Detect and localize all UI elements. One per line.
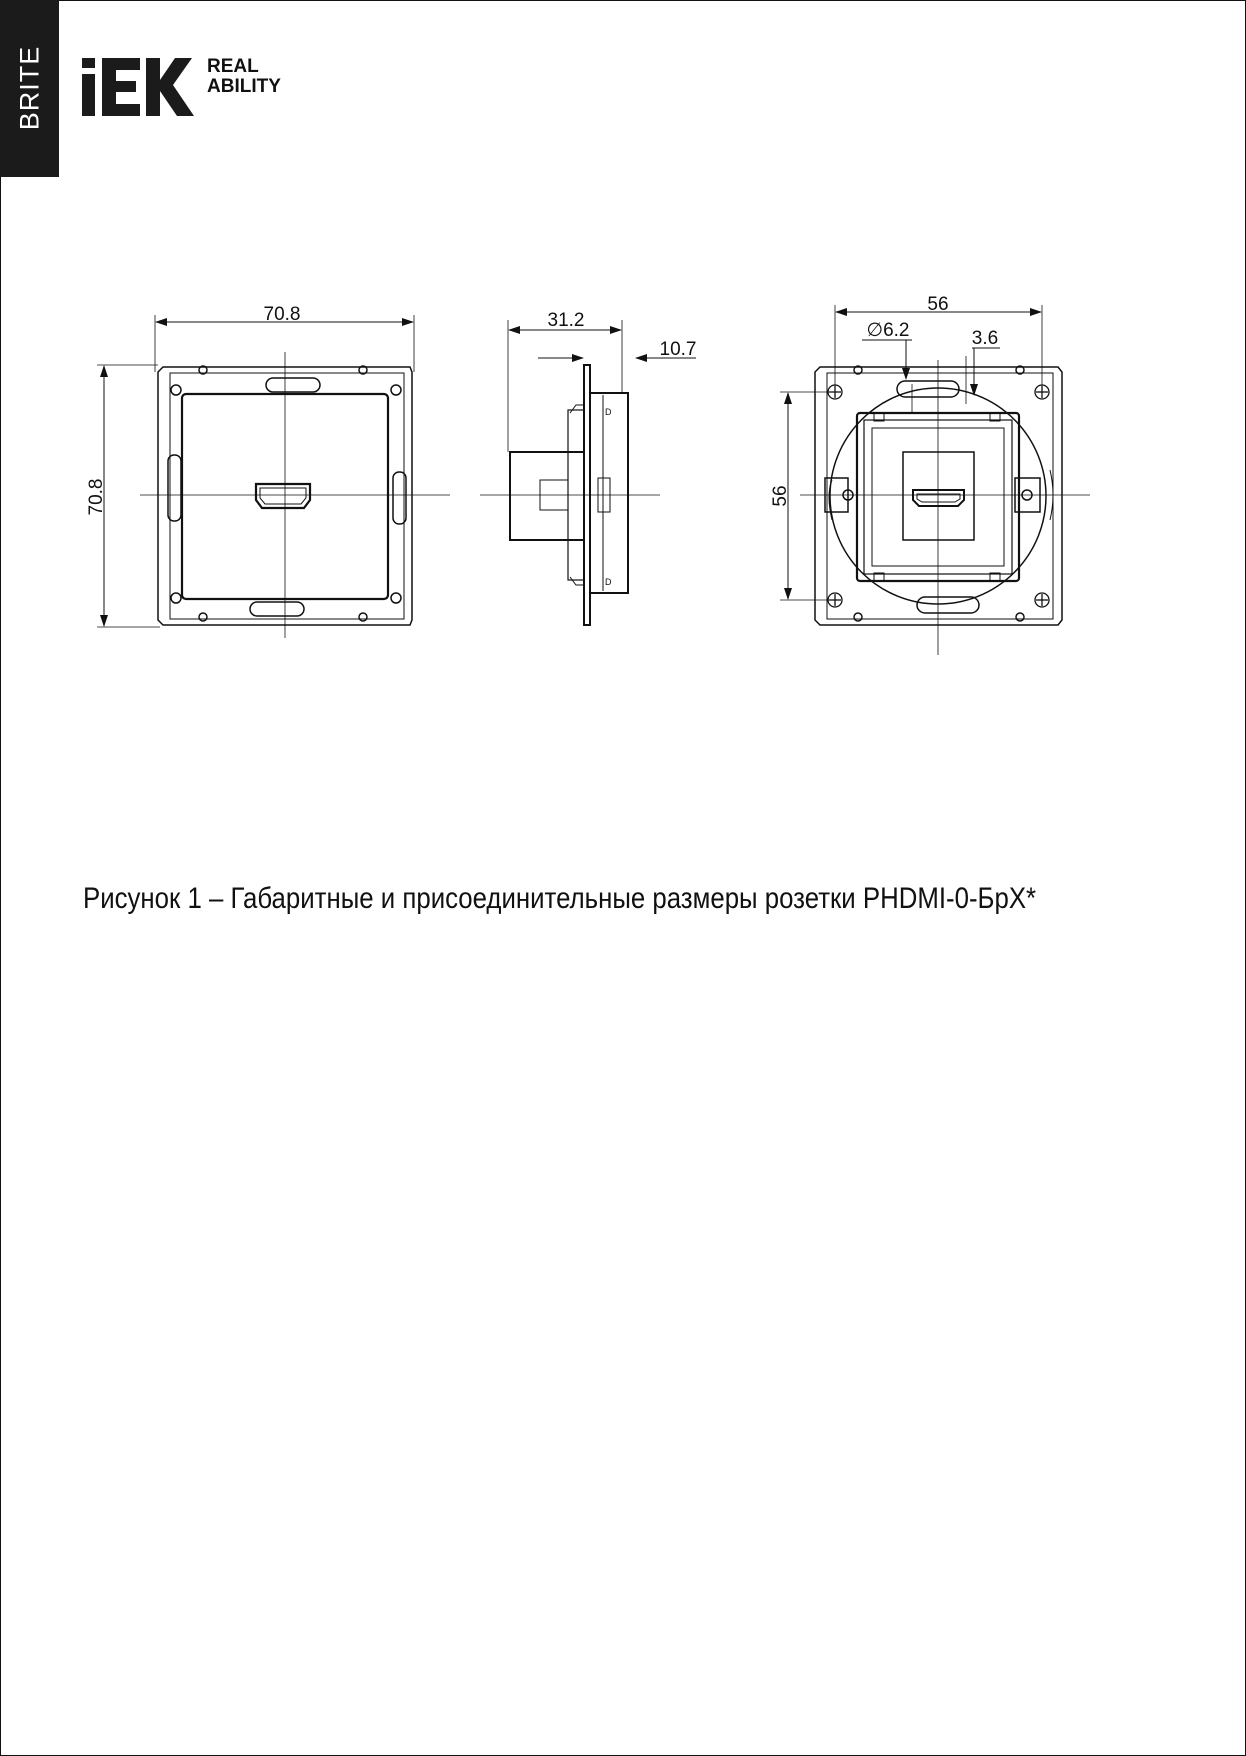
front-height-dim: 70.8 (86, 478, 107, 516)
front-view (97, 315, 450, 638)
figure-caption: Рисунок 1 – Габаритные и присоединительные размеры розетки PHDMI-0-БрХ* (83, 882, 1037, 915)
svg-text:D: D (605, 407, 612, 417)
back-width-dim: 56 (927, 294, 949, 315)
back-hole-dim: ∅6.2 (866, 320, 910, 341)
dimension-drawings (0, 0, 1246, 700)
series-tab-label: BRITE (14, 45, 45, 131)
back-height-dim: 56 (770, 485, 791, 507)
front-width-dim: 70.8 (263, 304, 301, 325)
tagline-line2: ABILITY (207, 76, 281, 97)
side-view (480, 320, 696, 625)
back-slot-dim: 3.6 (971, 328, 999, 349)
side-depth-dim: 31.2 (547, 310, 585, 331)
back-view (780, 305, 1090, 655)
back-frame (815, 367, 1062, 625)
tagline-line1: REAL (207, 56, 259, 77)
svg-text:D: D (605, 577, 612, 587)
hdmi-port-back (913, 490, 964, 506)
side-plate-dim: 10.7 (659, 339, 697, 360)
